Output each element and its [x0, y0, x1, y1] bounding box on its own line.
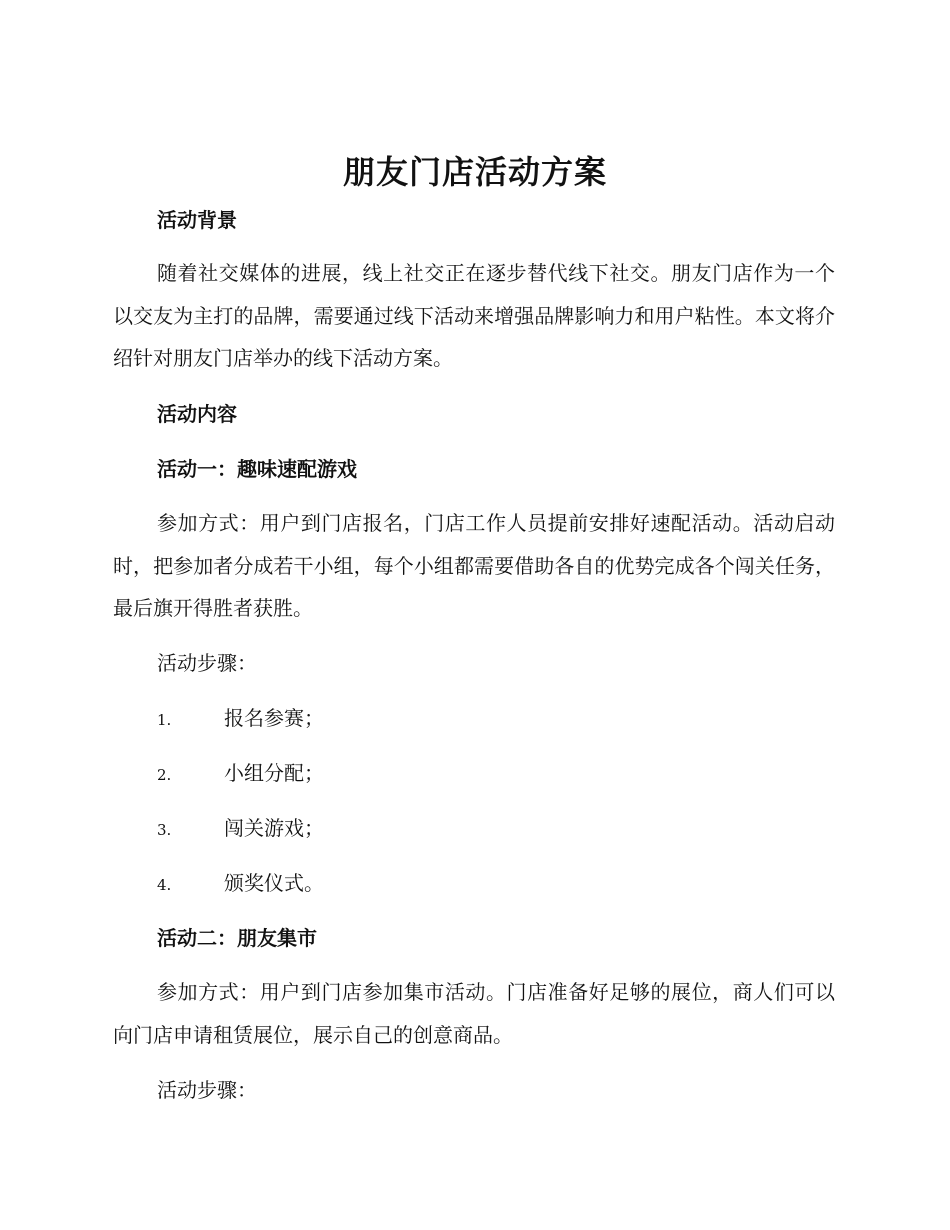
activity1-paragraph: 参加方式：用户到门店报名，门店工作人员提前安排好速配活动。活动启动时，把参加者分成若干小组，每个小组都需要借助各自的优势完成各个闯关任务，最后旗开得胜者获胜。: [113, 511, 835, 620]
activity1-heading: 活动一：趣味速配游戏: [157, 457, 357, 481]
step-number: 3.: [157, 821, 172, 839]
step-number: 4.: [157, 876, 172, 894]
activity2-heading: 活动二：朋友集市: [157, 926, 317, 950]
activity1-steps-label: 活动步骤：: [157, 651, 257, 675]
step-number: 1.: [157, 711, 172, 729]
background-paragraph: 随着社交媒体的进展，线上社交正在逐步替代线下社交。朋友门店作为一个以交友为主打的品牌，需要通过线下活动来增强品牌影响力和用户粘性。本文将介绍针对朋友门店举办的线下活动方案。: [113, 261, 835, 370]
document-title: 朋友门店活动方案: [342, 153, 607, 191]
activity2-steps-label: 活动步骤：: [157, 1078, 257, 1102]
step-text: 闯关游戏；: [224, 816, 324, 840]
step-text: 报名参赛；: [224, 706, 324, 730]
step-text: 小组分配；: [224, 761, 324, 785]
activity2-paragraph: 参加方式：用户到门店参加集市活动。门店准备好足够的展位，商人们可以向门店申请租赁展位，展示自己的创意商品。: [113, 980, 835, 1047]
step-text: 颁奖仪式。: [224, 871, 324, 895]
step-number: 2.: [157, 766, 172, 784]
section-heading-background: 活动背景: [157, 208, 237, 232]
section-heading-content: 活动内容: [157, 402, 237, 426]
